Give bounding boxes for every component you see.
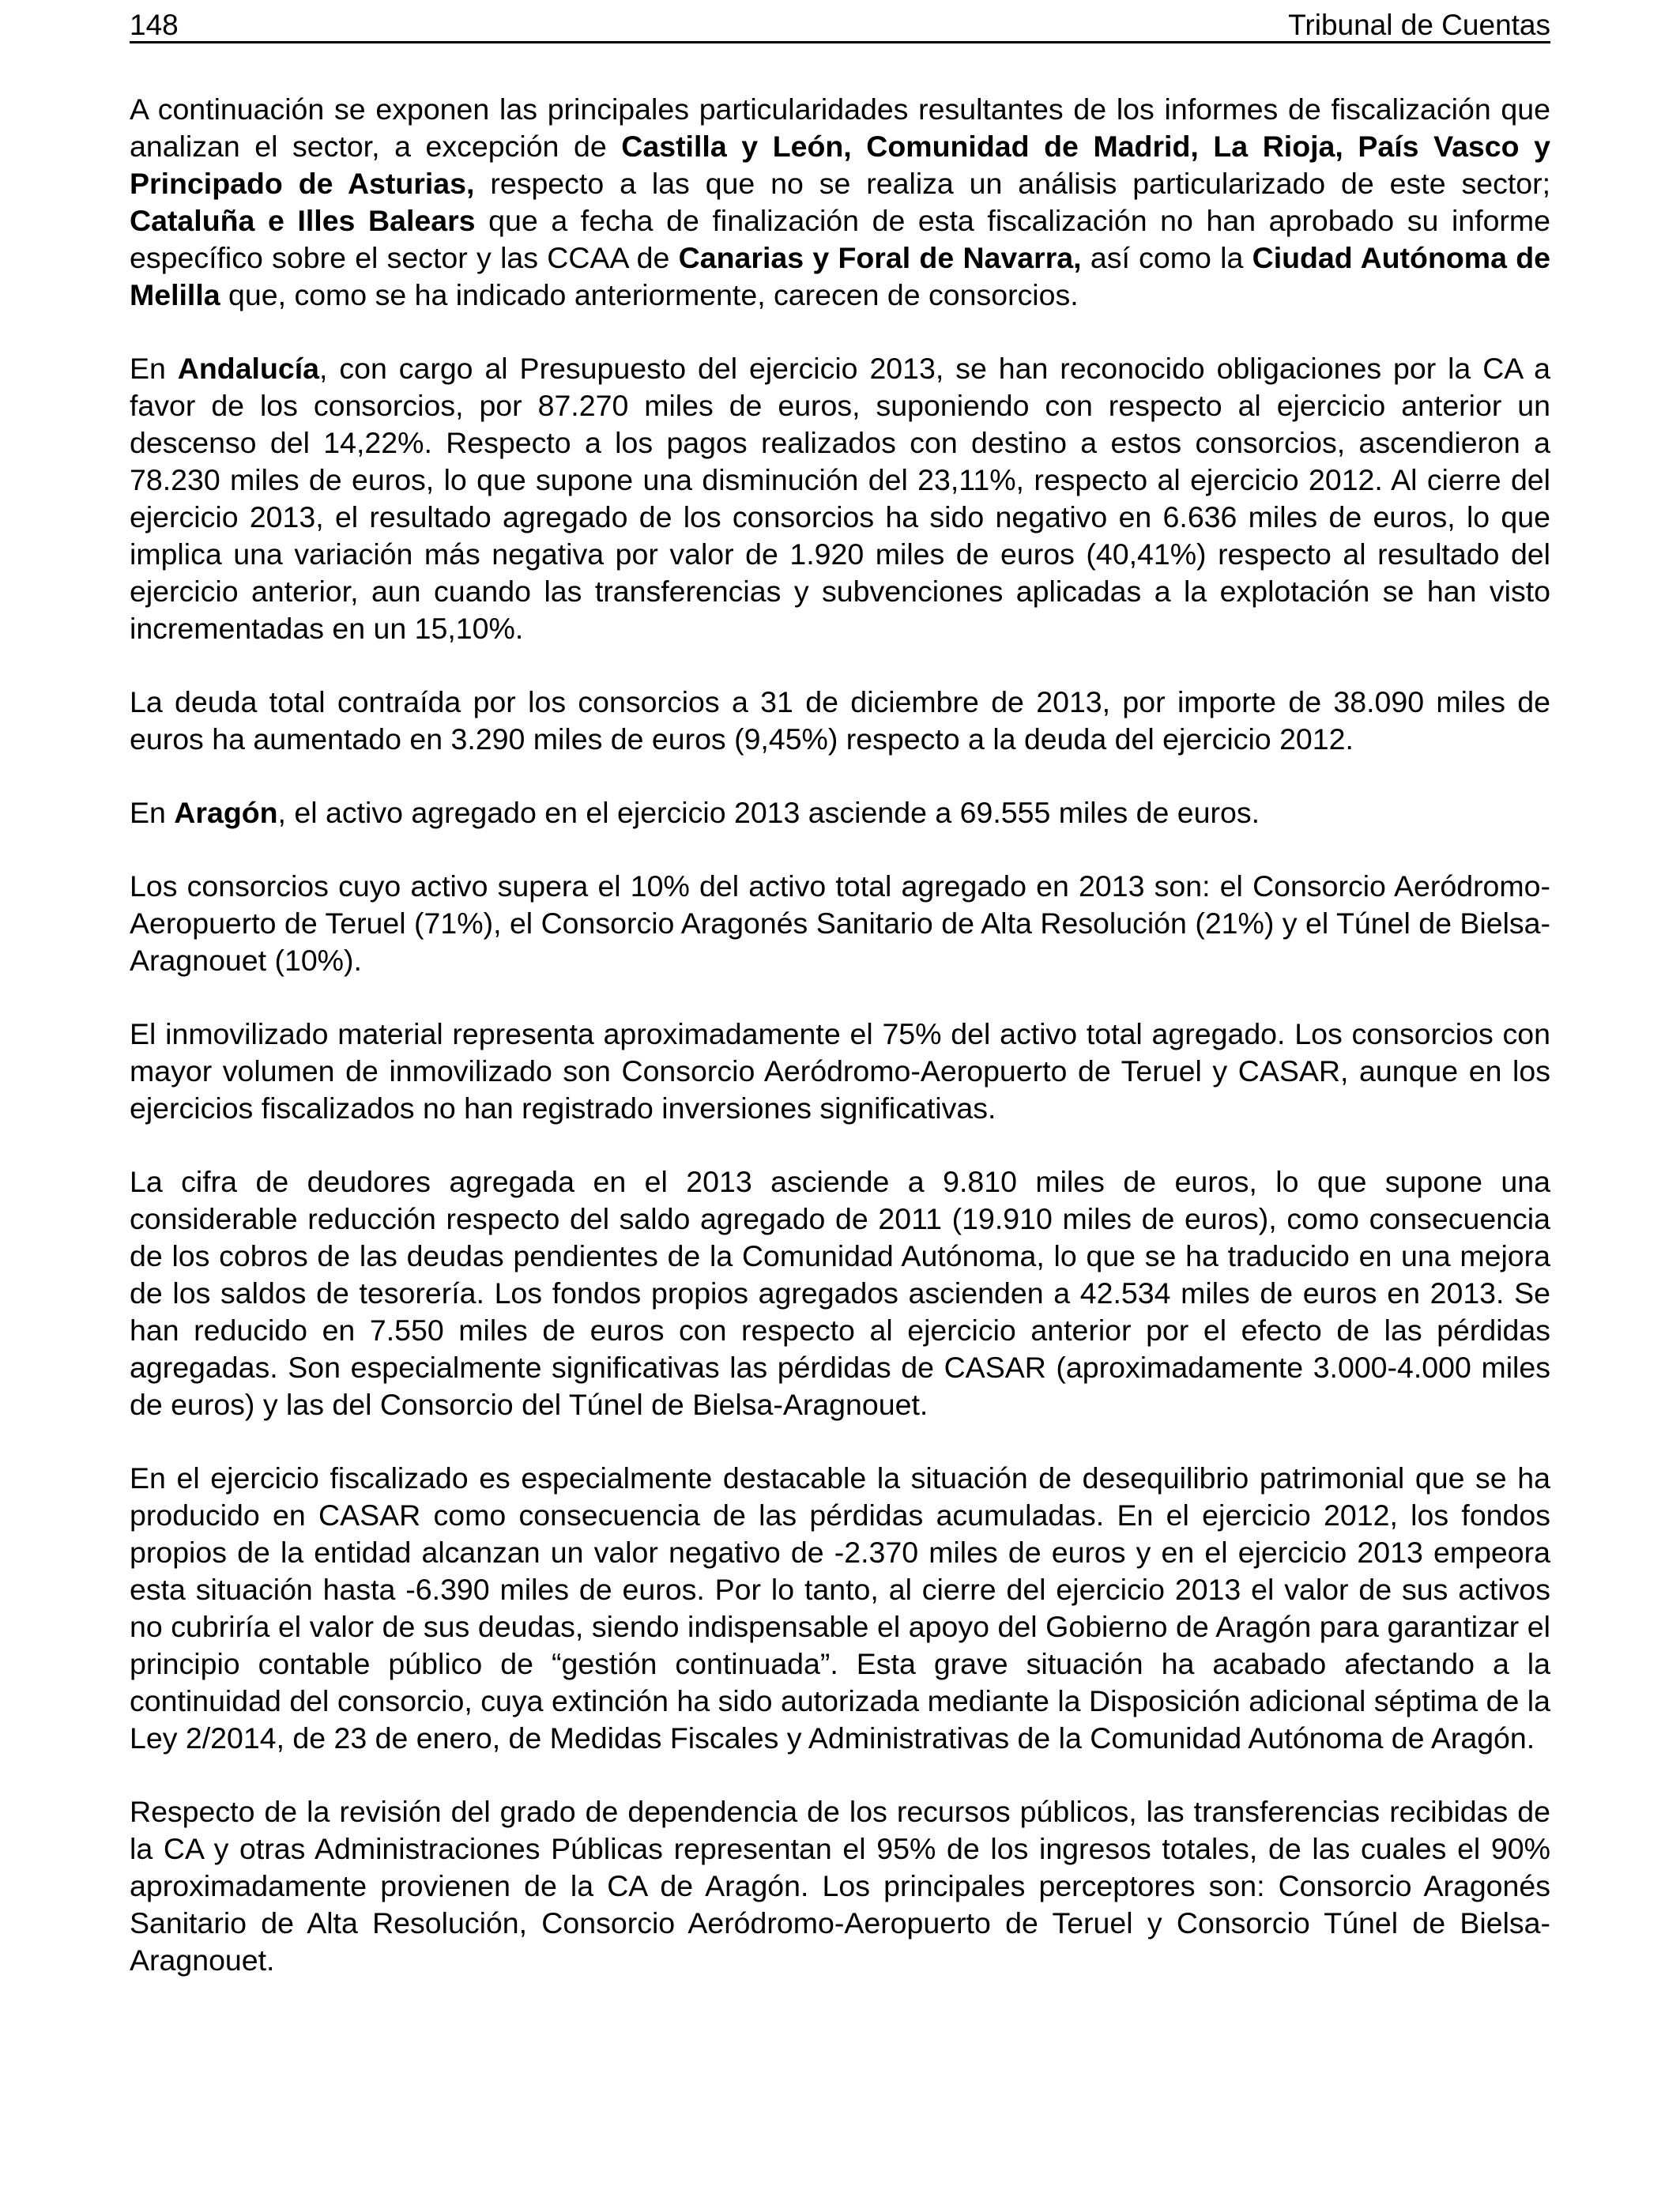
paragraph-text: Los consorcios cuyo activo supera el 10% del activo total agregado en 2013 son: el Consorcio Aeródromo-Aeropuerto de Teruel (71%), el Consorcio Aragonés Sanitario de Alta Resolución (21%) y el Túnel de Bielsa-Aragnouet (10%). — [130, 869, 1550, 977]
paragraph-aragon — [130, 794, 1550, 831]
paragraph-text: así como la — [1081, 241, 1252, 274]
paragraph-intro — [130, 91, 1550, 314]
page-header — [130, 5, 1550, 43]
paragraph-text: La cifra de deudores agregada en el 2013 asciende a 9.810 miles de euros, lo que supone una considerable reducción respecto del saldo agregado de 2011 (19.910 miles de euros), como consecuencia de los cobros de las deudas pendientes de la Comunidad Autónoma, lo que se ha traducido en una mejora de los saldos de tesorería. Los fondos propios agregados ascienden a 42.534 miles de euros en 2013. Se han reducido en 7.550 miles de euros con respecto al ejercicio anterior por el efecto de las pérdidas agregadas. Son especialmente significativas las pérdidas de CASAR (aproximadamente 3.000-4.000 miles de euros) y las del Consorcio del Túnel de Bielsa-Aragnouet. — [130, 1165, 1550, 1421]
bold-region-list: Castilla y León, Comunidad de Madrid, La Rioja, País Vasco y Principado de Asturias, — [130, 130, 1550, 200]
paragraph-casar — [130, 1460, 1550, 1757]
page-number: 148 — [130, 9, 179, 41]
bold-region-name: Andalucía — [177, 352, 320, 385]
paragraph-text: En — [130, 796, 175, 829]
paragraph-text: , con cargo al Presupuesto del ejercicio 2013, se han reconocido obligaciones por la CA a favor de los consorcios, por 87.270 miles de euros, suponiendo con respecto al ejercicio anterior un descenso del 14,22%. Respecto a los pagos realizados con destino a estos consorcios, ascendieron a 78.230 miles de euros, lo que supone una disminución del 23,11%, respecto al ejercicio 2012. Al cierre del ejercicio 2013, el resultado agregado de los consorcios ha sido negativo en 6.636 miles de euros, lo que implica una variación más negativa por valor de 1.920 miles de euros (40,41%) respecto al resultado del ejercicio anterior, aun cuando las transferencias y subvenciones aplicadas a la explotación se han visto incrementadas en un 15,10%. — [130, 352, 1551, 645]
paragraph-text: En — [130, 352, 178, 385]
bold-region-list: Canarias y Foral de Navarra, — [678, 241, 1082, 274]
header-organization: Tribunal de Cuentas — [1288, 9, 1550, 41]
bold-region-name: Aragón — [174, 796, 278, 829]
paragraph-text: El inmovilizado material representa aproximadamente el 75% del activo total agregado. Los consorcios con mayor volumen de inmovilizado son Consorcio Aeródromo-Aeropuerto de Teruel y CASAR, aunque en los ejercicios fiscalizados no han registrado inversiones significativas. — [130, 1017, 1550, 1125]
paragraph-andalucia — [130, 350, 1550, 647]
bold-region-list: Ciudad Autónoma de Melilla — [130, 241, 1550, 311]
paragraph-text: En el ejercicio fiscalizado es especialmente destacable la situación de desequilibrio patrimonial que se ha producido en CASAR como consecuencia de las pérdidas acumuladas. En el ejercicio 2012, los fondos propios de la entidad alcanzan un valor negativo de -2.370 miles de euros y en el ejercicio 2013 empeora esta situación hasta -6.390 miles de euros. Por lo tanto, al cierre del ejercicio 2013 el valor de sus activos no cubriría el valor de sus deudas, siendo indispensable el apoyo del Gobierno de Aragón para garantizar el principio contable público de “gestión continuada”. Esta grave situación ha acabado afectando a la continuidad del consorcio, cuya extinción ha sido autorizada mediante la Disposición adicional séptima de la Ley 2/2014, de 23 de enero, de Medidas Fiscales y Administrativas de la Comunidad Autónoma de Aragón. — [130, 1461, 1550, 1755]
paragraph-text: La deuda total contraída por los consorcios a 31 de diciembre de 2013, por importe de 38.090 miles de euros ha aumentado en 3.290 miles de euros (9,45%) respecto a la deuda del ejercicio 2012. — [130, 685, 1550, 756]
paragraph-deudores — [130, 1163, 1550, 1423]
bold-region-list: Cataluña e Illes Balears — [130, 204, 476, 237]
document-body — [130, 91, 1550, 2015]
paragraph-activo — [130, 868, 1550, 979]
paragraph-text: que a fecha de finalización de esta fiscalización no han aprobado su informe específico sobre el sector y las CCAA de — [130, 204, 1551, 274]
paragraph-text: A continuación se exponen las principales particularidades resultantes de los informes de fiscalización que analizan el sector, a excepción de — [130, 92, 1550, 163]
paragraph-dependencia — [130, 1793, 1550, 1979]
paragraph-text: , el activo agregado en el ejercicio 2013 asciende a 69.555 miles de euros. — [277, 796, 1260, 829]
paragraph-text: respecto a las que no se realiza un análisis particularizado de este sector; — [474, 167, 1550, 200]
paragraph-deuda — [130, 684, 1550, 758]
paragraph-text: que, como se ha indicado anteriormente, carecen de consorcios. — [220, 278, 1079, 311]
paragraph-text: Respecto de la revisión del grado de dependencia de los recursos públicos, las transferencias recibidas de la CA y otras Administraciones Públicas representan el 95% de los ingresos totales, de las cuales el 90% aproximadamente provienen de la CA de Aragón. Los principales perceptores son: Consorcio Aragonés Sanitario de Alta Resolución, Consorcio Aeródromo-Aeropuerto de Teruel y Consorcio Túnel de Bielsa-Aragnouet. — [130, 1795, 1550, 1977]
paragraph-inmovilizado — [130, 1016, 1550, 1127]
